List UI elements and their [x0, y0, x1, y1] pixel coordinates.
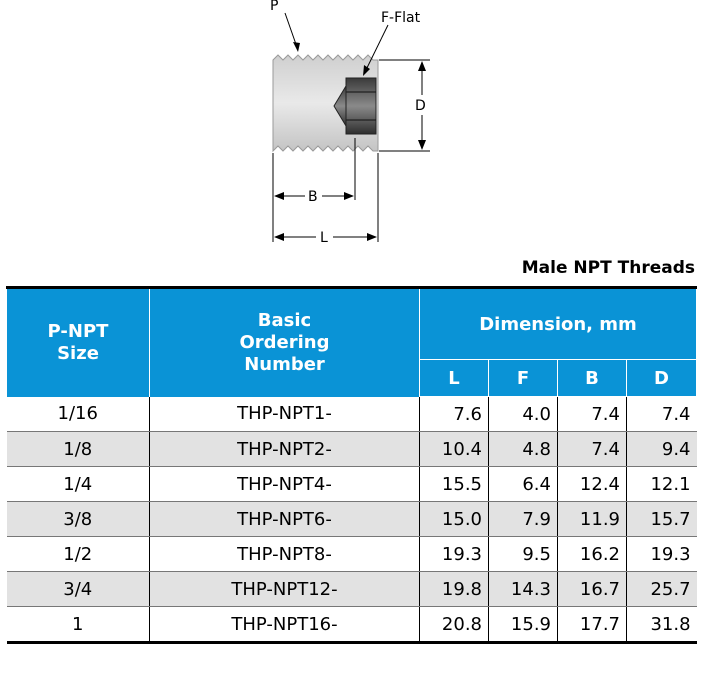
- label-b: B: [308, 189, 318, 205]
- cell-size: 1/2: [7, 537, 150, 572]
- cell-b: 7.4: [558, 397, 627, 432]
- cell-f: 14.3: [489, 572, 558, 607]
- cell-f: 4.8: [489, 432, 558, 467]
- cell-d: 7.4: [627, 397, 697, 432]
- cell-order: THP-NPT4-: [150, 467, 420, 502]
- table-row: [7, 502, 697, 537]
- cell-b: 11.9: [558, 502, 627, 537]
- label-d: D: [415, 98, 426, 114]
- cell-f: 6.4: [489, 467, 558, 502]
- cell-l: 20.8: [420, 607, 489, 643]
- cell-l: 15.0: [420, 502, 489, 537]
- header-order-line1: Basic: [257, 309, 312, 331]
- cell-order: THP-NPT1-: [150, 397, 420, 432]
- label-p-leader: [285, 13, 300, 52]
- cell-d: 15.7: [627, 502, 697, 537]
- cell-order: THP-NPT16-: [150, 607, 420, 643]
- cell-f: 15.9: [489, 607, 558, 643]
- cell-d: 9.4: [627, 432, 697, 467]
- cell-order: THP-NPT8-: [150, 537, 420, 572]
- cell-l: 19.8: [420, 572, 489, 607]
- cell-b: 17.7: [558, 607, 627, 643]
- header-ordering-number: [150, 288, 420, 397]
- plug-body: [273, 55, 378, 151]
- cell-size: 3/8: [7, 502, 150, 537]
- dimension-table: [6, 286, 697, 644]
- table-row: [7, 572, 697, 607]
- cell-f: 9.5: [489, 537, 558, 572]
- cell-l: 10.4: [420, 432, 489, 467]
- header-order-line2: Ordering: [239, 331, 330, 353]
- plug-technical-drawing: [0, 0, 715, 258]
- cell-b: 12.4: [558, 467, 627, 502]
- header-order-line3: Number: [244, 353, 325, 375]
- table-row: [7, 607, 697, 643]
- cell-size: 1/8: [7, 432, 150, 467]
- label-flat: F-Flat: [381, 10, 421, 26]
- table-row: [7, 467, 697, 502]
- cell-d: 12.1: [627, 467, 697, 502]
- cell-f: 7.9: [489, 502, 558, 537]
- cell-size: 1: [7, 607, 150, 643]
- cell-order: THP-NPT6-: [150, 502, 420, 537]
- section-title: Male NPT Threads: [521, 258, 695, 278]
- header-dimension-group: Dimension, mm: [420, 288, 697, 360]
- label-l: L: [320, 230, 328, 246]
- header-size: [7, 288, 150, 397]
- cell-size: 3/4: [7, 572, 150, 607]
- cell-b: 16.7: [558, 572, 627, 607]
- table-row: [7, 397, 697, 432]
- cell-f: 4.0: [489, 397, 558, 432]
- cell-d: 25.7: [627, 572, 697, 607]
- header-dim-l: L: [420, 360, 489, 397]
- cell-b: 16.2: [558, 537, 627, 572]
- header-size-line1: P-NPT: [47, 320, 109, 342]
- cell-order: THP-NPT12-: [150, 572, 420, 607]
- header-size-line2: Size: [57, 342, 99, 364]
- cell-d: 31.8: [627, 607, 697, 643]
- cell-l: 7.6: [420, 397, 489, 432]
- cell-b: 7.4: [558, 432, 627, 467]
- cell-l: 19.3: [420, 537, 489, 572]
- header-dim-d: D: [627, 360, 697, 397]
- cell-d: 19.3: [627, 537, 697, 572]
- cell-order: THP-NPT2-: [150, 432, 420, 467]
- table-row: [7, 537, 697, 572]
- header-dim-b: B: [558, 360, 627, 397]
- cell-l: 15.5: [420, 467, 489, 502]
- label-p: P: [270, 0, 279, 14]
- cell-size: 1/16: [7, 397, 150, 432]
- cell-size: 1/4: [7, 467, 150, 502]
- extension-lines: [273, 138, 378, 242]
- table-row: [7, 432, 697, 467]
- header-dim-f: F: [489, 360, 558, 397]
